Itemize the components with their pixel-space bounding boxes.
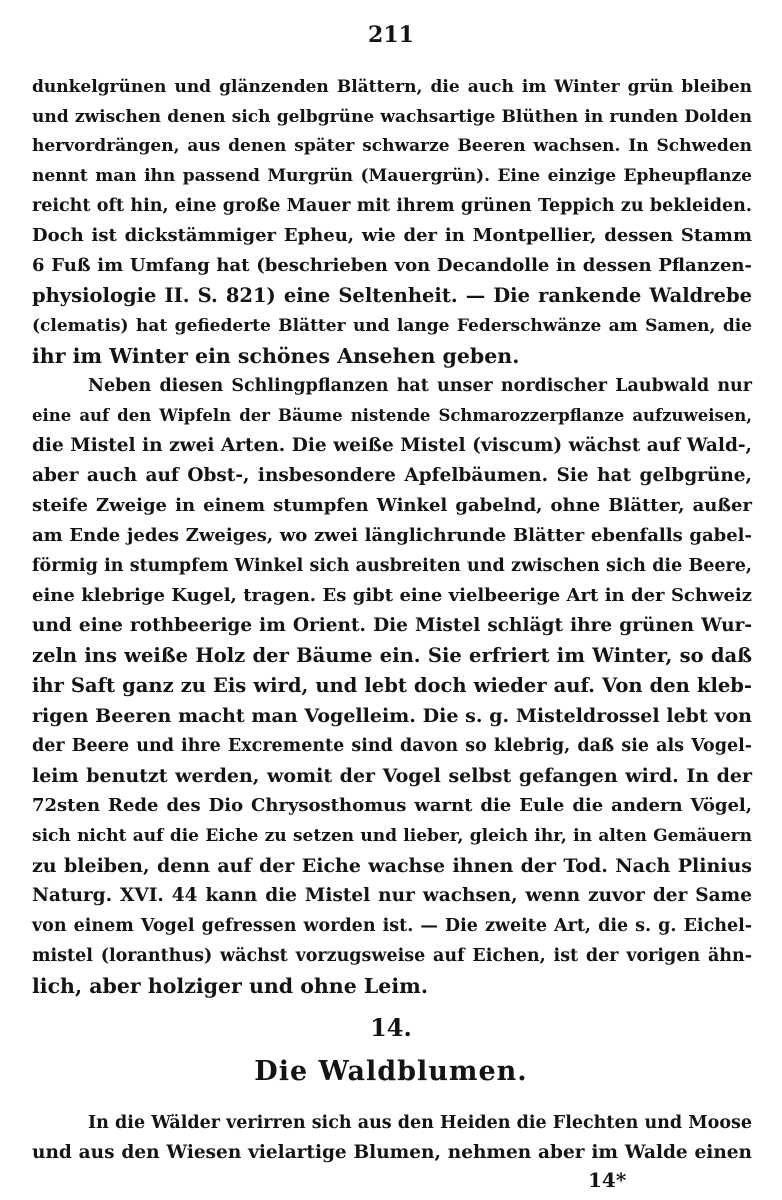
- text-line: eine klebrige Kugel, tragen. Es gibt eine vielbeerige Art in der Schweiz: [32, 585, 752, 606]
- section-title: Die Waldblumen.: [254, 1056, 528, 1087]
- text-line: steife Zweige in einem stumpfen Winkel gabelnd, ohne Blätter, außer: [32, 495, 752, 516]
- text-line: aber auch auf Obst-, insbesondere Apfelbäumen. Sie hat gelbgrüne,: [32, 465, 752, 486]
- text-line: am Ende jedes Zweiges, wo zwei länglichrunde Blätter ebenfalls gabel-: [32, 525, 752, 546]
- text-line: physiologie II. S. 821) eine Seltenheit. — Die rankende Waldrebe: [32, 284, 752, 307]
- text-line: sich nicht auf die Eiche zu setzen und lieber, gleich ihr, in alten Gemäuern: [32, 826, 752, 846]
- text-line: dunkelgrünen und glänzenden Blättern, die auch im Winter grün bleiben: [32, 77, 752, 97]
- text-line: rigen Beeren macht man Vogelleim. Die s. g. Misteldrossel lebt von: [32, 705, 752, 727]
- text-line: und eine rothbeerige im Orient. Die Mistel schlägt ihre grünen Wur-: [32, 615, 752, 636]
- text-line: reicht oft hin, eine große Mauer mit ihrem grünen Teppich zu bekleiden.: [32, 196, 752, 216]
- signature-mark: 14*: [588, 1168, 627, 1192]
- text-line: eine auf den Wipfeln der Bäume nistende Schmarozzerpflanze aufzuweisen,: [32, 406, 752, 425]
- text-line: nennt man ihn passend Murgrün (Mauergrün). Eine einzige Epheupflanze: [32, 166, 752, 186]
- text-line: von einem Vogel gefressen worden ist. — Die zweite Art, die s. g. Eichel-: [32, 916, 752, 936]
- text-line: und zwischen denen sich gelbgrüne wachsartige Blüthen in runden Dolden: [32, 107, 752, 127]
- text-line: ihr Saft ganz zu Eis wird, und lebt doch wieder auf. Von den kleb-: [32, 674, 752, 697]
- text-line: ihr im Winter ein schönes Ansehen geben.: [32, 344, 520, 368]
- text-line: der Beere und ihre Excremente sind davon so klebrig, daß sie als Vogel-: [32, 736, 752, 756]
- text-line: leim benutzt werden, womit der Vogel selbst gefangen wird. In der: [32, 765, 752, 787]
- text-line: lich, aber holziger und ohne Leim.: [32, 974, 428, 998]
- text-line: Neben diesen Schlingpflanzen hat unser nordischer Laubwald nur: [88, 376, 752, 396]
- text-line: zu bleiben, denn auf der Eiche wachse ihnen der Tod. Nach Plinius: [32, 855, 752, 877]
- text-line: und aus den Wiesen vielartige Blumen, nehmen aber im Walde einen: [32, 1142, 752, 1163]
- text-line: mistel (loranthus) wächst vorzugsweise auf Eichen, ist der vorigen ähn-: [32, 946, 752, 966]
- section-number: 14.: [370, 1013, 412, 1042]
- text-line: zeln ins weiße Holz der Bäume ein. Sie erfriert im Winter, so daß: [32, 644, 752, 667]
- text-line: Naturg. XVI. 44 kann die Mistel nur wachsen, wenn zuvor der Same: [32, 885, 752, 906]
- text-line: Doch ist dickstämmiger Epheu, wie der in Montpellier, dessen Stamm: [32, 225, 752, 246]
- text-line: die Mistel in zwei Arten. Die weiße Mistel (viscum) wächst auf Wald-,: [32, 435, 752, 456]
- text-line: förmig in stumpfem Winkel sich ausbreiten und zwischen sich die Beere,: [32, 556, 752, 576]
- page-number: 211: [368, 22, 414, 48]
- text-line: 6 Fuß im Umfang hat (beschrieben von Decandolle in dessen Pflanzen-: [32, 255, 752, 276]
- text-line: In die Wälder verirren sich aus den Heiden die Flechten und Moose: [88, 1113, 752, 1133]
- text-line: (clematis) hat gefiederte Blätter und lange Federschwänze am Samen, die: [32, 316, 752, 336]
- text-line: 72sten Rede des Dio Chrysosthomus warnt die Eule die andern Vögel,: [32, 795, 752, 816]
- text-line: hervordrängen, aus denen später schwarze Beeren wachsen. In Schweden: [32, 136, 752, 156]
